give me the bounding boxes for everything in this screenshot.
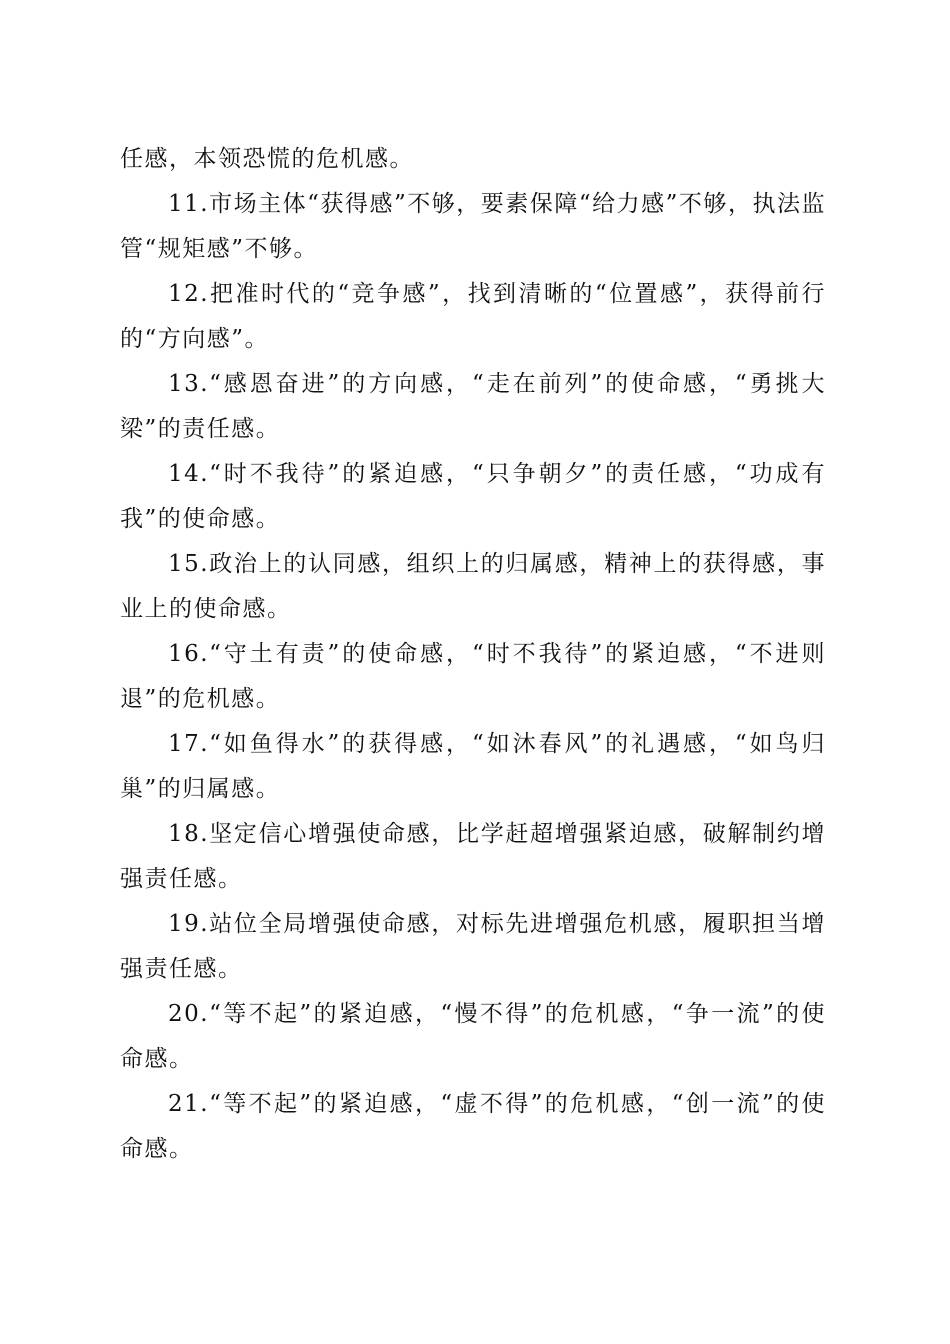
paragraph-continuation: 任感，本领恐慌的危机感。 xyxy=(120,146,414,172)
paragraph-item-20: 20.“等不起”的紧迫感，“慢不得”的危机感，“争一流”的使命感。 xyxy=(120,1001,826,1072)
paragraph-item-11: 11.市场主体“获得感”不够，要素保障“给力感”不够，执法监管“规矩感”不够。 xyxy=(120,191,826,262)
paragraph-item-18: 18.坚定信心增强使命感，比学赶超增强紧迫感，破解制约增强责任感。 xyxy=(120,821,826,892)
paragraph-item-15: 15.政治上的认同感，组织上的归属感，精神上的获得感，事业上的使命感。 xyxy=(120,551,826,622)
paragraph-item-12: 12.把准时代的“竞争感”，找到清晰的“位置感”，获得前行的“方向感”。 xyxy=(120,281,826,352)
paragraph-item-14: 14.“时不我待”的紧迫感，“只争朝夕”的责任感，“功成有我”的使命感。 xyxy=(120,461,826,532)
paragraph-item-13: 13.“感恩奋进”的方向感，“走在前列”的使命感，“勇挑大梁”的责任感。 xyxy=(120,371,826,442)
document-body xyxy=(120,137,826,1172)
paragraph-item-17: 17.“如鱼得水”的获得感，“如沐春风”的礼遇感，“如鸟归巢”的归属感。 xyxy=(120,731,826,802)
paragraph-item-16: 16.“守土有责”的使命感，“时不我待”的紧迫感，“不进则退”的危机感。 xyxy=(120,641,826,712)
paragraph-item-19: 19.站位全局增强使命感，对标先进增强危机感，履职担当增强责任感。 xyxy=(120,911,826,982)
paragraph-item-21: 21.“等不起”的紧迫感，“虚不得”的危机感，“创一流”的使命感。 xyxy=(120,1091,826,1162)
